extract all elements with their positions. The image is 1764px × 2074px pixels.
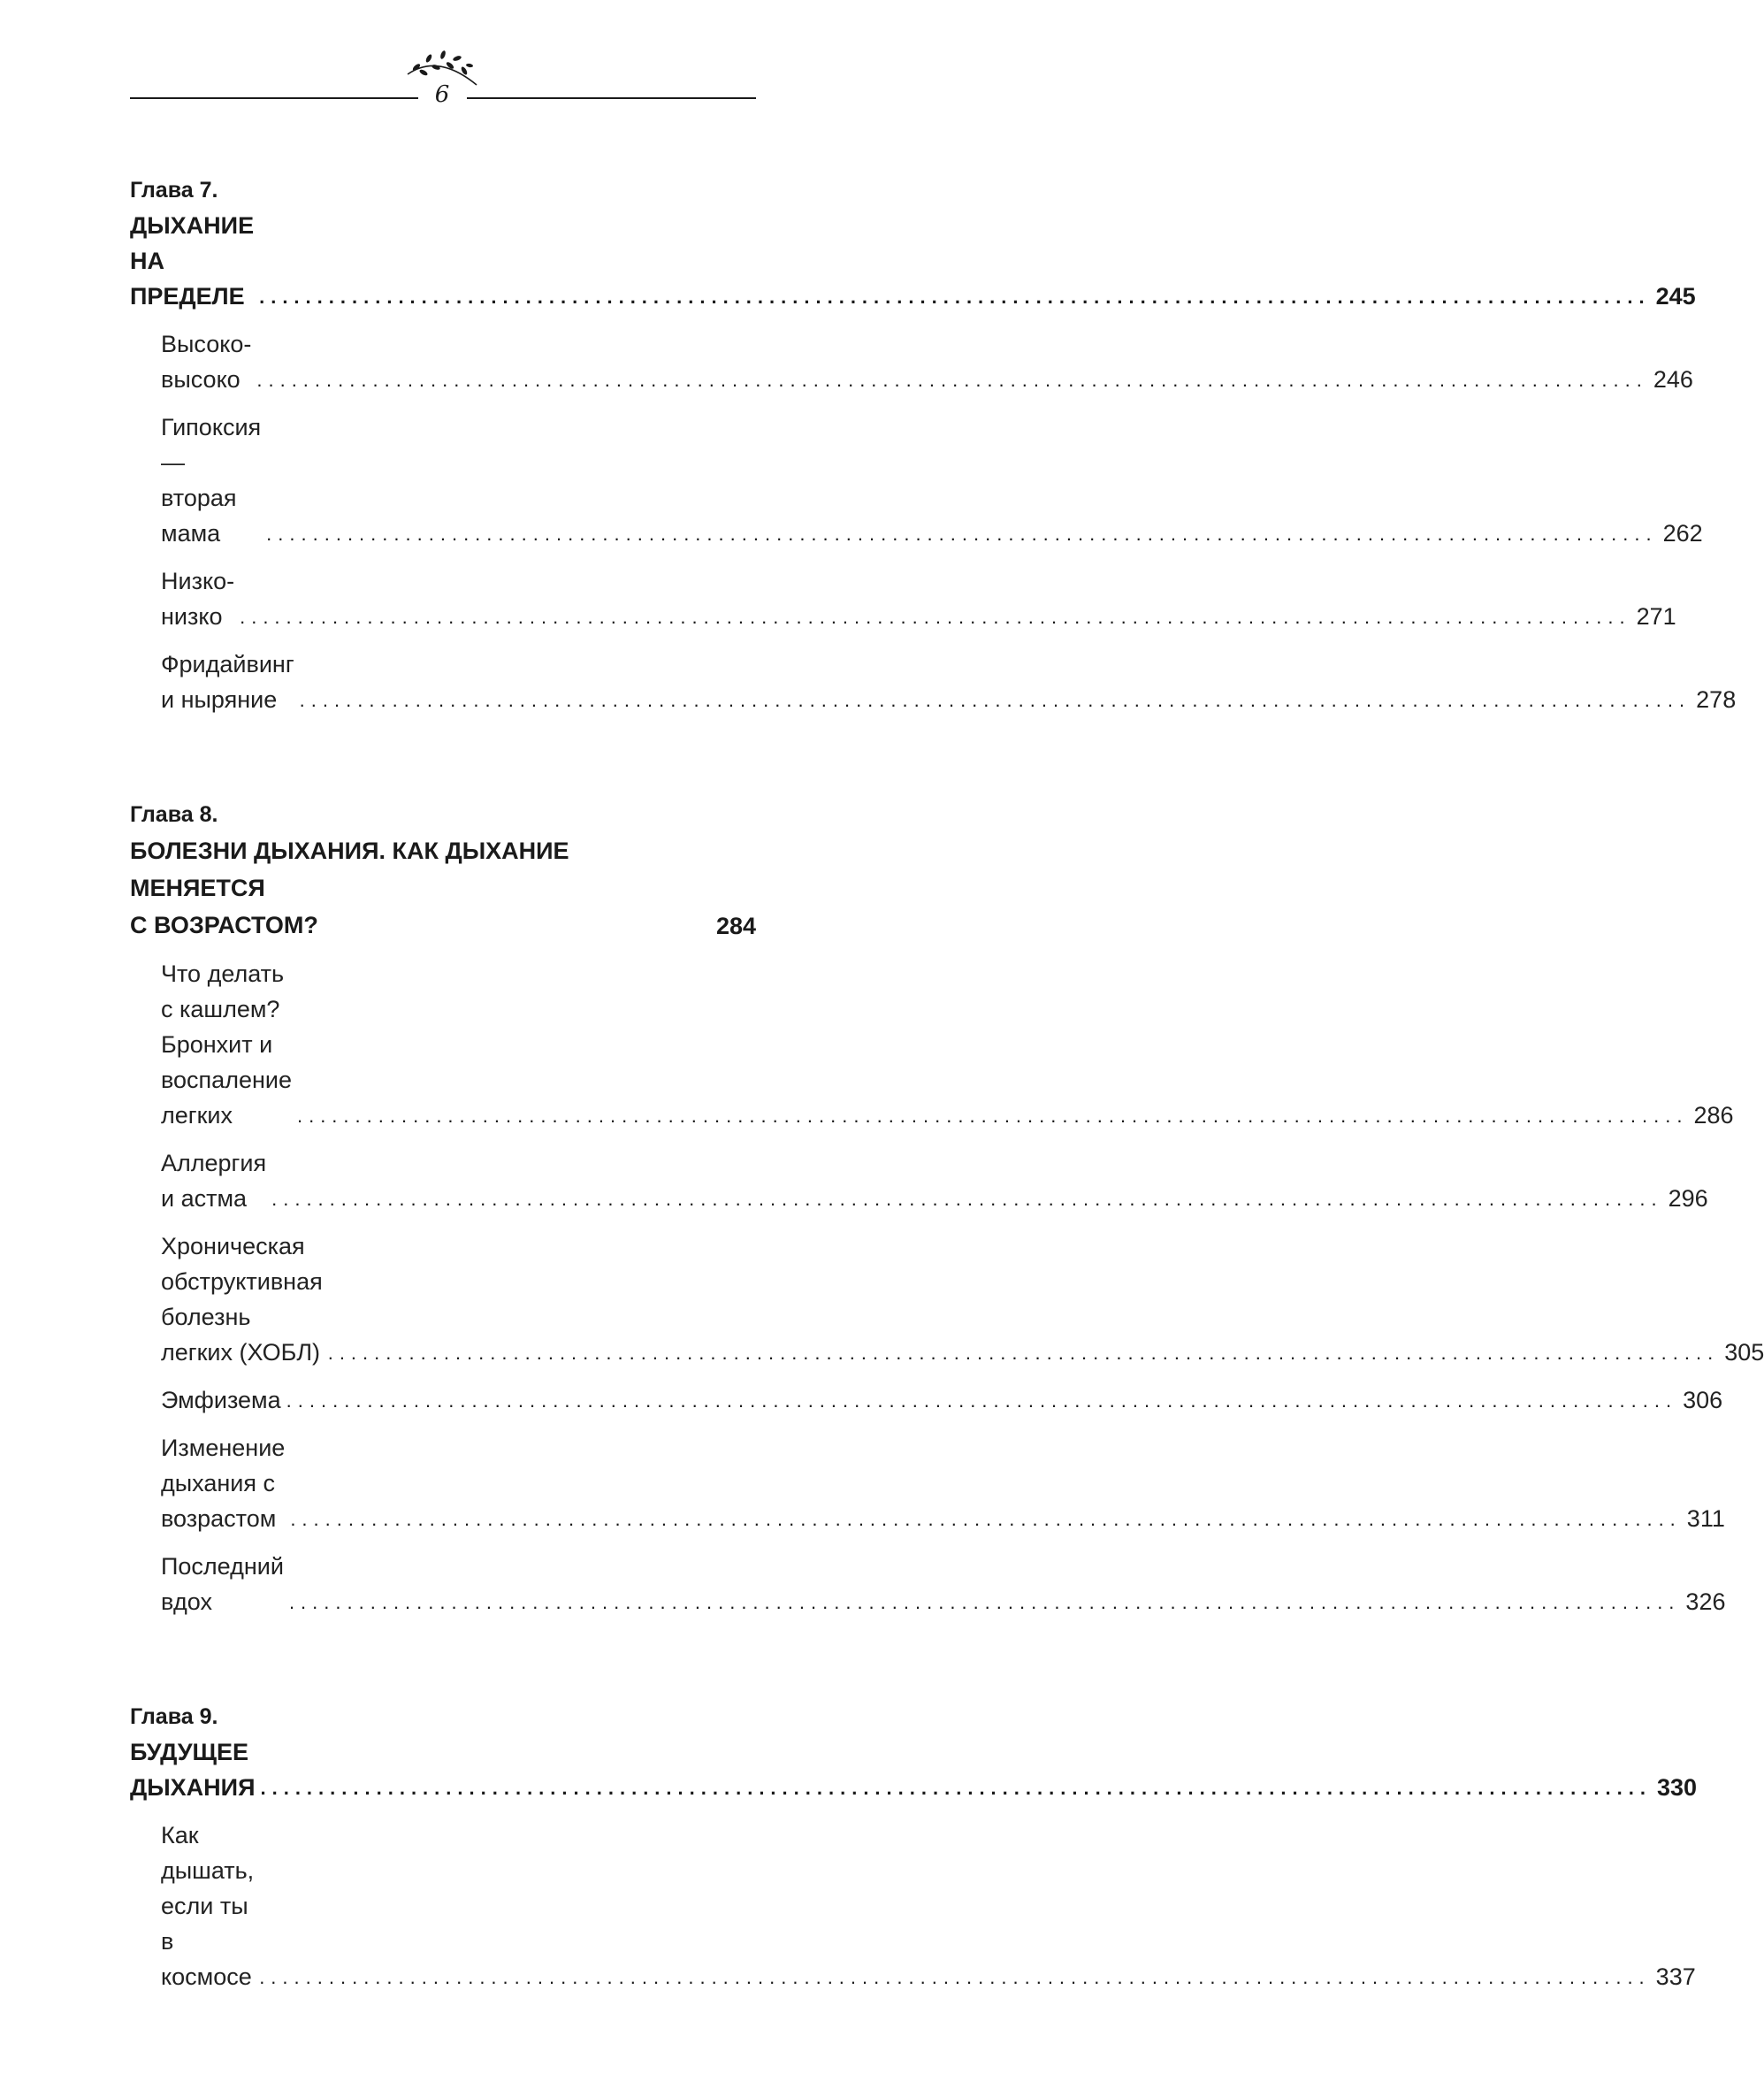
section-title: Низко-низко [161, 568, 235, 630]
header-rule-left [130, 97, 418, 99]
chapter-block [130, 1699, 1698, 1994]
dot-leader: ........................................................................................................................ [290, 1508, 1682, 1530]
section-entry[interactable] [161, 956, 1734, 1133]
dot-leader: ........................................................................................................................ [240, 606, 1631, 628]
dot-leader: ........................................................................................................................ [296, 1105, 1689, 1127]
table-of-contents [130, 172, 1764, 2074]
header-rule-right [467, 97, 756, 99]
chapter-title-entry[interactable] [130, 1734, 1698, 1805]
section-page-number: 296 [1668, 1185, 1708, 1212]
section-entry[interactable] [161, 647, 1737, 717]
section-page-number: 271 [1636, 603, 1676, 630]
section-title: Последний вдох [161, 1553, 291, 1615]
section-entry[interactable] [161, 1145, 1708, 1216]
section-entry[interactable] [161, 1430, 1725, 1536]
section-entry[interactable] [161, 563, 1676, 634]
section-entry[interactable] [161, 1382, 1723, 1418]
page-header [0, 0, 884, 124]
section-page-number: 246 [1653, 366, 1693, 393]
section-title: Что делать с кашлем? Бронхит и воспаление легких [161, 960, 292, 1129]
chapter-title-entry[interactable] [130, 208, 1696, 314]
chapter-page-number: 284 [715, 913, 756, 939]
chapter-label: Глава 7. [130, 178, 218, 203]
section-title: Фридайвинг и ныряние [161, 651, 302, 713]
section-page-number: 337 [1655, 1963, 1696, 1990]
dot-leader: ........................................................................................................................ [266, 523, 1658, 545]
dot-leader: ........................................................................................................................ [288, 1591, 1681, 1613]
section-entry[interactable] [161, 326, 1693, 397]
dot-leader: ........................................................................................................................ [299, 689, 1691, 711]
section-title: Как дышать, если ты в космосе [161, 1822, 261, 1990]
dot-leader: ........................................................................................................................ [286, 1389, 1678, 1412]
section-page-number: 305 [1724, 1339, 1764, 1366]
chapter-title: ДЫХАНИЕ НА ПРЕДЕЛЕ [130, 212, 261, 310]
dot-leader: ........................................................................................................................ [271, 1188, 1663, 1210]
section-title: Эмфизема [161, 1387, 281, 1413]
chapter-label: Глава 9. [130, 1704, 218, 1729]
section-page-number: 306 [1683, 1387, 1723, 1413]
section-title: Изменение дыхания с возрастом [161, 1435, 292, 1532]
section-page-number: 326 [1685, 1588, 1726, 1615]
dot-leader: ........................................................................................................................ [327, 1342, 1720, 1364]
page-number: 6 [434, 81, 450, 108]
section-entry[interactable] [161, 1228, 1764, 1370]
chapter-title: БОЛЕЗНИ ДЫХАНИЯ. КАК ДЫХАНИЕ МЕНЯЕТСЯ С ВОЗРАСТОМ? [130, 838, 569, 938]
section-page-number: 311 [1686, 1505, 1725, 1532]
section-entry[interactable] [161, 1549, 1726, 1619]
section-title: Высоко-высоко [161, 331, 252, 393]
section-page-number: 286 [1693, 1102, 1734, 1129]
section-title: Хроническая обструктивная болезнь легких (ХОБЛ) [161, 1233, 323, 1366]
chapter-label: Глава 8. [130, 802, 218, 827]
chapter-page-number: 330 [1656, 1774, 1698, 1801]
section-page-number: 278 [1696, 686, 1737, 713]
section-page-number: 262 [1662, 520, 1703, 547]
chapter-title-entry[interactable] [130, 832, 756, 944]
chapter-title: БУДУЩЕЕ ДЫХАНИЯ [130, 1739, 256, 1801]
section-entry[interactable] [161, 1818, 1696, 1994]
dot-leader: ........................................................................................................................ [259, 1966, 1651, 1988]
section-title: Гипоксия — вторая мама [161, 414, 268, 547]
dot-leader: ........................................................................................................................ [260, 1777, 1652, 1799]
dot-leader: ........................................................................................................................ [256, 369, 1648, 391]
section-entry[interactable] [161, 409, 1703, 551]
chapter-block [130, 172, 1737, 717]
dot-leader: ........................................................................................................................ [259, 286, 1651, 308]
chapter-page-number: 245 [1655, 283, 1696, 310]
section-title: Аллергия и астма [161, 1150, 273, 1212]
chapter-block [130, 797, 1764, 1619]
